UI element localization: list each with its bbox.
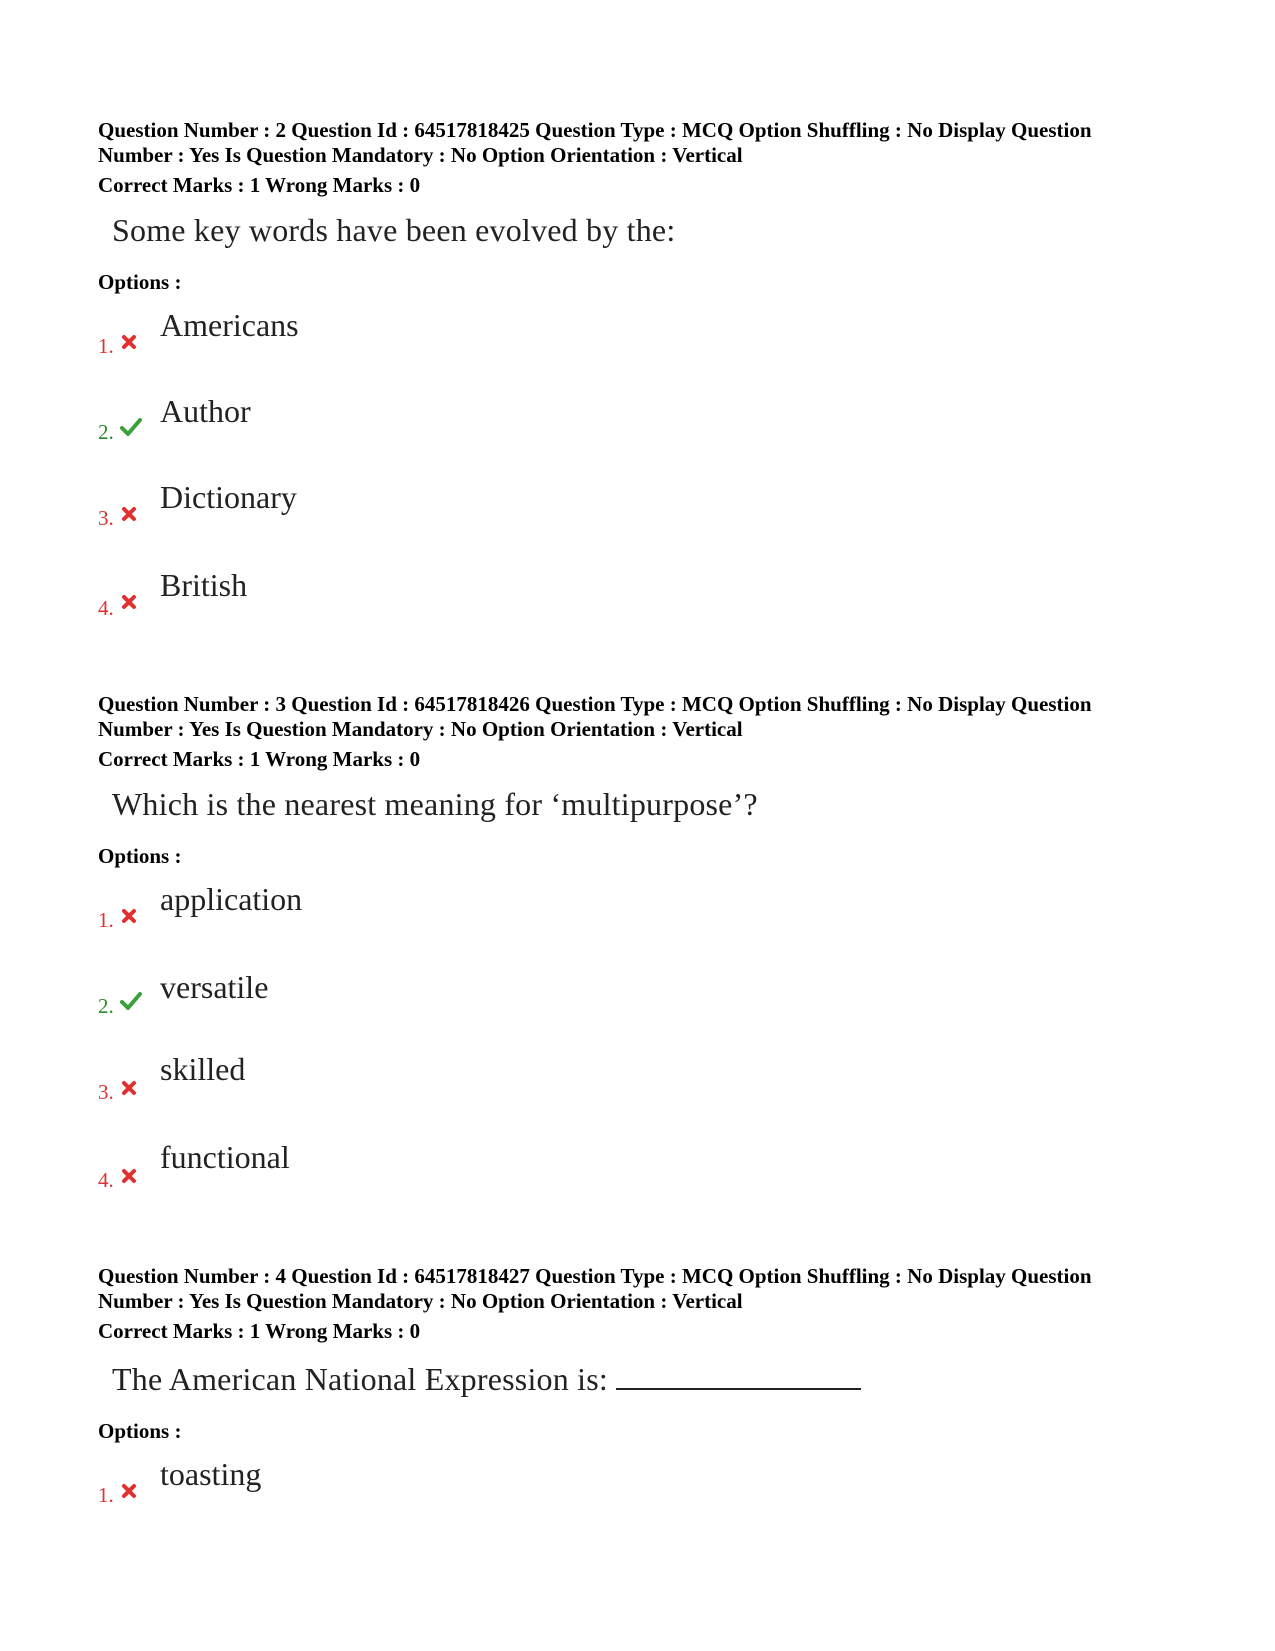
option-number: 1. xyxy=(98,334,114,358)
option-4[interactable] xyxy=(98,567,1188,663)
wrong-cross-icon xyxy=(120,593,138,611)
correct-check-icon xyxy=(120,991,142,1011)
option-text: versatile xyxy=(160,969,269,1005)
wrong-cross-icon xyxy=(120,1079,138,1097)
option-text: functional xyxy=(160,1139,290,1175)
option-text: Americans xyxy=(160,307,299,343)
option-text: skilled xyxy=(160,1051,246,1087)
question-text-row xyxy=(112,1358,1188,1397)
question-text: The American National Expression is: xyxy=(112,1361,608,1397)
option-number: 4. xyxy=(98,1168,114,1192)
question-marks: Correct Marks : 1 Wrong Marks : 0 xyxy=(98,1319,421,1343)
question-meta-line1: Question Number : 2 Question Id : 64517818425 Question Type : MCQ Option Shuffling : No Display Question xyxy=(98,118,1092,142)
option-2[interactable] xyxy=(98,967,1188,1057)
option-number: 2. xyxy=(98,420,114,444)
question-marks: Correct Marks : 1 Wrong Marks : 0 xyxy=(98,173,421,197)
question-text: Which is the nearest meaning for ‘multipurpose’? xyxy=(112,786,758,822)
options-list xyxy=(98,877,1188,1237)
option-text: British xyxy=(160,567,248,603)
question-meta-line2: Number : Yes Is Question Mandatory : No Option Orientation : Vertical xyxy=(98,1289,743,1313)
correct-check-icon xyxy=(120,417,142,437)
wrong-cross-icon xyxy=(120,907,138,925)
question-meta-line2: Number : Yes Is Question Mandatory : No Option Orientation : Vertical xyxy=(98,717,743,741)
option-number: 4. xyxy=(98,596,114,620)
wrong-cross-icon xyxy=(120,505,138,523)
option-text: toasting xyxy=(160,1456,262,1492)
option-number: 1. xyxy=(98,1483,114,1507)
wrong-cross-icon xyxy=(120,333,138,351)
answer-blank-line xyxy=(616,1358,861,1390)
options-list xyxy=(98,1452,1188,1542)
option-text: Dictionary xyxy=(160,479,297,515)
question-block-4 xyxy=(98,1264,1188,1542)
question-block-2 xyxy=(98,118,1188,663)
option-3[interactable] xyxy=(98,1051,1188,1147)
option-number: 3. xyxy=(98,1080,114,1104)
option-number: 3. xyxy=(98,506,114,530)
options-list xyxy=(98,303,1188,663)
question-text: Some key words have been evolved by the: xyxy=(112,212,676,248)
option-text: Author xyxy=(160,393,251,429)
question-block-3 xyxy=(98,692,1188,1237)
wrong-cross-icon xyxy=(120,1482,138,1500)
option-3[interactable] xyxy=(98,479,1188,573)
option-1[interactable] xyxy=(98,877,1188,967)
options-label: Options : xyxy=(98,1419,182,1443)
question-meta-line1: Question Number : 3 Question Id : 64517818426 Question Type : MCQ Option Shuffling : No Display Question xyxy=(98,692,1092,716)
question-marks: Correct Marks : 1 Wrong Marks : 0 xyxy=(98,747,421,771)
wrong-cross-icon xyxy=(120,1167,138,1185)
option-2[interactable] xyxy=(98,393,1188,483)
question-meta-line2: Number : Yes Is Question Mandatory : No Option Orientation : Vertical xyxy=(98,143,743,167)
options-label: Options : xyxy=(98,270,182,294)
option-number: 1. xyxy=(98,908,114,932)
options-label: Options : xyxy=(98,844,182,868)
option-text: application xyxy=(160,881,303,917)
question-meta-line1: Question Number : 4 Question Id : 64517818427 Question Type : MCQ Option Shuffling : No Display Question xyxy=(98,1264,1092,1288)
option-1[interactable] xyxy=(98,303,1188,393)
option-1[interactable] xyxy=(98,1452,1188,1542)
option-4[interactable] xyxy=(98,1139,1188,1237)
option-number: 2. xyxy=(98,994,114,1018)
